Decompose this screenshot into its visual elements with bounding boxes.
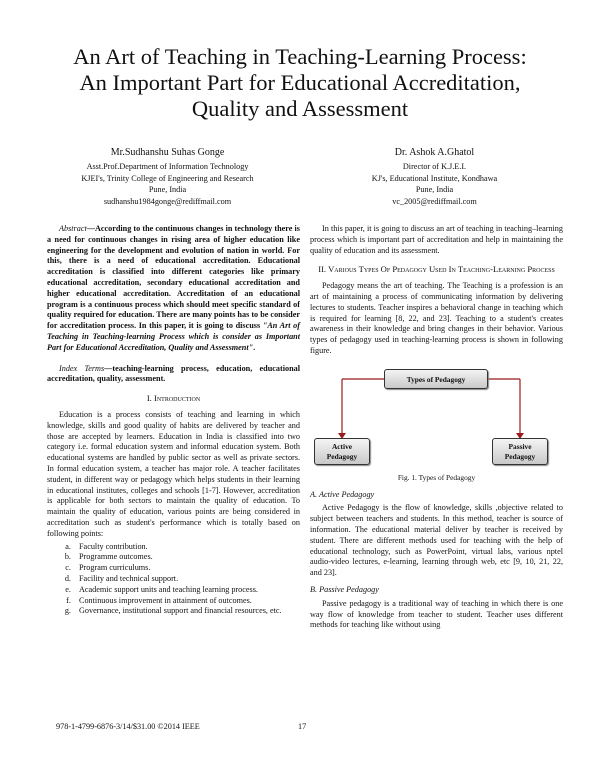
author-name: Mr.Sudhanshu Suhas Gonge (110, 147, 225, 158)
paper-title (40, 44, 560, 122)
author-affiliation: Director of K.J.E.I. (402, 162, 467, 171)
footer-copyright: 978-1-4799-6876-3/14/$31.00 ©2014 IEEE (56, 722, 200, 731)
abstract-text: —According to the continuous changes in technology there is a need for continuous changes in rising area of higher education like engineering for the development and evolution of nation in world. For this, there is a need of educational accreditation. Educational accreditation is classified into different categories like primary educational accreditation, secondary educational accreditation and higher educational accreditation. Accreditation of an educational program is a continuous process which should meet specific standard of quality required for education. There are many points has to be consider for accreditation process. In this paper, it is going to discuss (47, 224, 300, 331)
intro-continuation: In this paper, it is going to discuss an art of teaching in teaching–learning process which is important part of accreditation and help in maintaining the quality of education and its assessment. (310, 224, 563, 255)
author-name: Dr. Ashok A.Ghatol (394, 147, 475, 158)
index-terms-text: —teaching-learning process, education, educational accreditation, quality, assessment. (47, 363, 301, 384)
section-heading: II. Various Types Of Pedagogy Used In Teaching-Learning Process (318, 264, 555, 275)
pedagogy-paragraph: Pedagogy means the art of teaching. The Teaching is a profession is an art of maintaining a process of communicating information by delivering lectures to students. Teacher inspires a behavioral change in teaching which is required for learning [8, 22, and 23]. Teaching to a student's creates awareness in their knowledge and bring changes in their behavior. Various types of pedagogy used in teaching-learning process is shown in following figure. (310, 281, 563, 355)
abstract-italic-text: "An Art of Teaching in Teaching-learning Process which is consider as Important Part for Educational Accreditation, Quality and Assessment" (47, 321, 300, 352)
author-affiliation: Asst.Prof.Department of Information Technology (86, 162, 249, 171)
author-email[interactable]: sudhanshu1984gonge@rediffmail.com (103, 196, 232, 206)
author-email[interactable]: vc_2005@rediffmail.com (392, 196, 477, 206)
list-item: f. Continuous improvement in attainment of outcomes. (73, 596, 300, 607)
title-line: Quality and Assessment (191, 96, 409, 121)
active-pedagogy-paragraph: Active Pedagogy is the flow of knowledge, skills ,objective related to subject between teachers and students. In this method, teacher is source of information. The educational material deliver by teacher is received by student. There are different methods used for teaching with the help of educational technology, such as PowerPoint, virtual labs, various nptel audio-video lectures, e-learning, learning through web, etc [9, 10, 21, 22, and 23]. (310, 503, 563, 578)
box-label: Pedagogy (504, 451, 536, 461)
abstract (47, 224, 300, 354)
page-number: 17 (298, 722, 307, 731)
box-label: Active (331, 441, 353, 451)
list-item: a. Faculty contribution. (73, 542, 300, 553)
abstract-label: Abstract (59, 224, 87, 233)
right-column (310, 224, 563, 633)
author-block (40, 147, 295, 207)
box-label: Passive (508, 441, 532, 451)
section-heading: I. Introduction (146, 393, 201, 404)
author-affiliation: KJ's, Educational Institute, Kondhawa (371, 173, 498, 183)
list-item: b. Programme outcomes. (73, 552, 300, 563)
abstract-end: . (253, 342, 256, 352)
types-of-pedagogy-box: Types of Pedagogy (384, 369, 488, 389)
criteria-list (47, 542, 300, 618)
author-location: Pune, India (148, 185, 187, 194)
author-affiliation: KJEI's, Trinity College of Engineering and Research (81, 173, 254, 183)
author-block (307, 147, 562, 207)
box-label: Pedagogy (326, 451, 358, 461)
active-pedagogy-box (314, 438, 370, 465)
subsection-heading: B. Passive Pedagogy (310, 584, 379, 594)
title-line: An Important Part for Educational Accreditation, (79, 70, 521, 95)
list-item: d. Facility and technical support. (73, 574, 300, 585)
pedagogy-figure (310, 363, 563, 471)
title-line: An Art of Teaching in Teaching-Learning Process: (73, 44, 527, 69)
passive-pedagogy-paragraph: Passive pedagogy is a traditional way of teaching in which there is one way flow of knowledge from teacher to student. Teacher uses different methods for teaching like without using (310, 598, 563, 630)
author-location: Pune, India (415, 185, 454, 194)
figure-caption: Fig. 1. Types of Pedagogy (397, 472, 476, 482)
list-item: c. Program curriculums. (73, 563, 300, 574)
list-item: e. Academic support units and teaching learning process. (73, 585, 300, 596)
index-terms-label: Index Terms (59, 363, 105, 373)
left-column (47, 224, 300, 617)
subsection-heading: A. Active Pedagogy (310, 489, 375, 499)
index-terms (47, 364, 300, 386)
passive-pedagogy-box (492, 438, 548, 465)
intro-paragraph: Education is a process consists of teaching and learning in which knowledge, skills and good quality of habits are delivered by teacher and those are accepted by learners. Education in India is classified into two category i.e. formal education system and informal education system. Both educational systems are handled by public sector as well as private sectors. In formal education system, a teacher has major role. A teacher facilitates student, in different way or pedagogy which helps students in their learning in educational institutes, colleges and schools [1-7]. However, accreditation is applicable for both sectors to maintain the quality of education. To maintain the quality of education, various points are being considered in accreditation such as student's performance which is totally based on following points: (47, 409, 300, 538)
list-item: g. Governance, institutional support and financial resources, etc. (73, 606, 300, 617)
